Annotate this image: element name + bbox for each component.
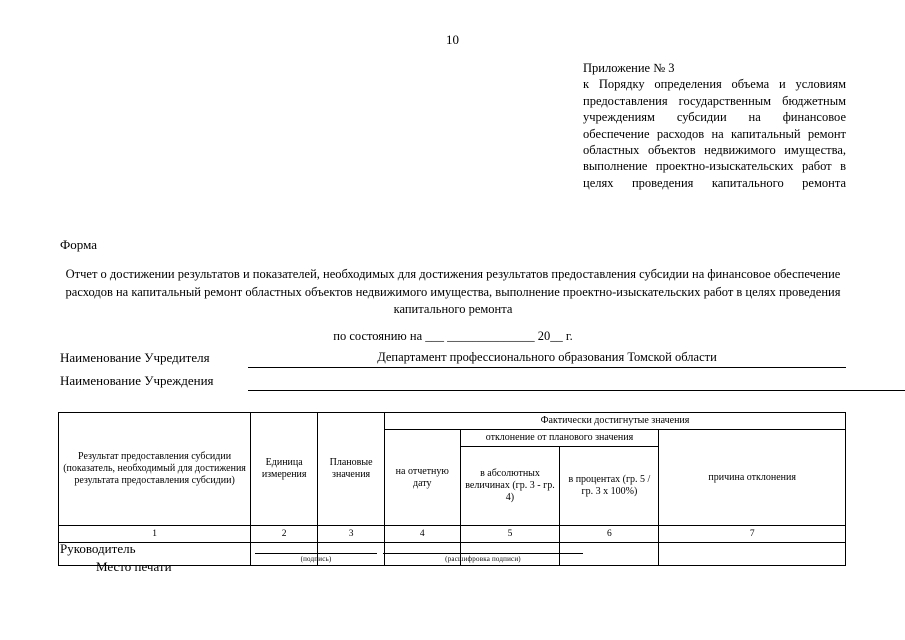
form-label: Форма bbox=[60, 237, 97, 252]
header-reason: причина отклонения bbox=[659, 430, 846, 526]
num-5: 5 bbox=[460, 526, 560, 543]
appendix-body: к Порядку определения объема и условиям предоставления государственным бюджетным учреждениям субсидии на финансовое обеспечение расходов на капитальный ремонт областных объектов недвижимого имущества, выполнение проектно-изыскательских работ в целях проведения капитального ремонта bbox=[583, 77, 846, 190]
header-actual-group: Фактически достигнутые значения bbox=[385, 413, 846, 430]
head-label: Руководитель bbox=[60, 541, 136, 556]
transcript-line bbox=[383, 553, 583, 554]
header-deviation-group: отклонение от планового значения bbox=[460, 430, 659, 447]
appendix-title: Приложение № 3 bbox=[583, 61, 675, 75]
field-founder-line bbox=[248, 367, 846, 368]
num-3: 3 bbox=[318, 526, 385, 543]
header-unit: Единица измерения bbox=[251, 413, 318, 526]
header-result: Результат предоставления субсидии (показатель, необходимый для достижения результата предоставления субсидии) bbox=[59, 413, 251, 526]
num-2: 2 bbox=[251, 526, 318, 543]
header-percent: в процентах (гр. 5 / гр. 3 х 100%) bbox=[560, 447, 659, 526]
num-1: 1 bbox=[59, 526, 251, 543]
results-table bbox=[58, 412, 846, 566]
field-institution-label: Наименование Учреждения bbox=[60, 373, 214, 388]
document-title: Отчет о достижении результатов и показателей, необходимых для достижения результатов предоставления субсидии на финансовое обеспечение расходов на капитальный ремонт областных объектов недвижимого имущества, выполнение проектно-изыскательских работ в целях проведения капитального ремонта bbox=[65, 267, 841, 316]
seal-label: Место печати bbox=[96, 559, 172, 574]
num-4: 4 bbox=[385, 526, 461, 543]
as-of-date-line: по состоянию на ___ ______________ 20__ г. bbox=[333, 329, 573, 343]
field-founder-label: Наименование Учредителя bbox=[60, 350, 210, 365]
appendix-block bbox=[583, 60, 846, 208]
header-plan: Плановые значения bbox=[318, 413, 385, 526]
table-number-row bbox=[59, 526, 846, 543]
header-on-date: на отчетную дату bbox=[385, 430, 461, 526]
num-6: 6 bbox=[560, 526, 659, 543]
page-number: 10 bbox=[446, 32, 459, 47]
num-7: 7 bbox=[659, 526, 846, 543]
field-founder bbox=[60, 350, 846, 370]
cell-reason[interactable] bbox=[659, 543, 846, 566]
signature-caption: (подпись) bbox=[300, 555, 332, 563]
header-absolute: в абсолютных величинах (гр. 3 - гр. 4) bbox=[460, 447, 560, 526]
field-institution bbox=[60, 373, 846, 393]
transcript-caption: (расшифровка подписи) bbox=[445, 555, 521, 563]
signature-line bbox=[255, 553, 377, 554]
field-institution-line bbox=[248, 390, 905, 391]
table-header-row-1 bbox=[59, 413, 846, 430]
field-founder-value: Департамент профессионального образования Томской области bbox=[377, 350, 717, 364]
